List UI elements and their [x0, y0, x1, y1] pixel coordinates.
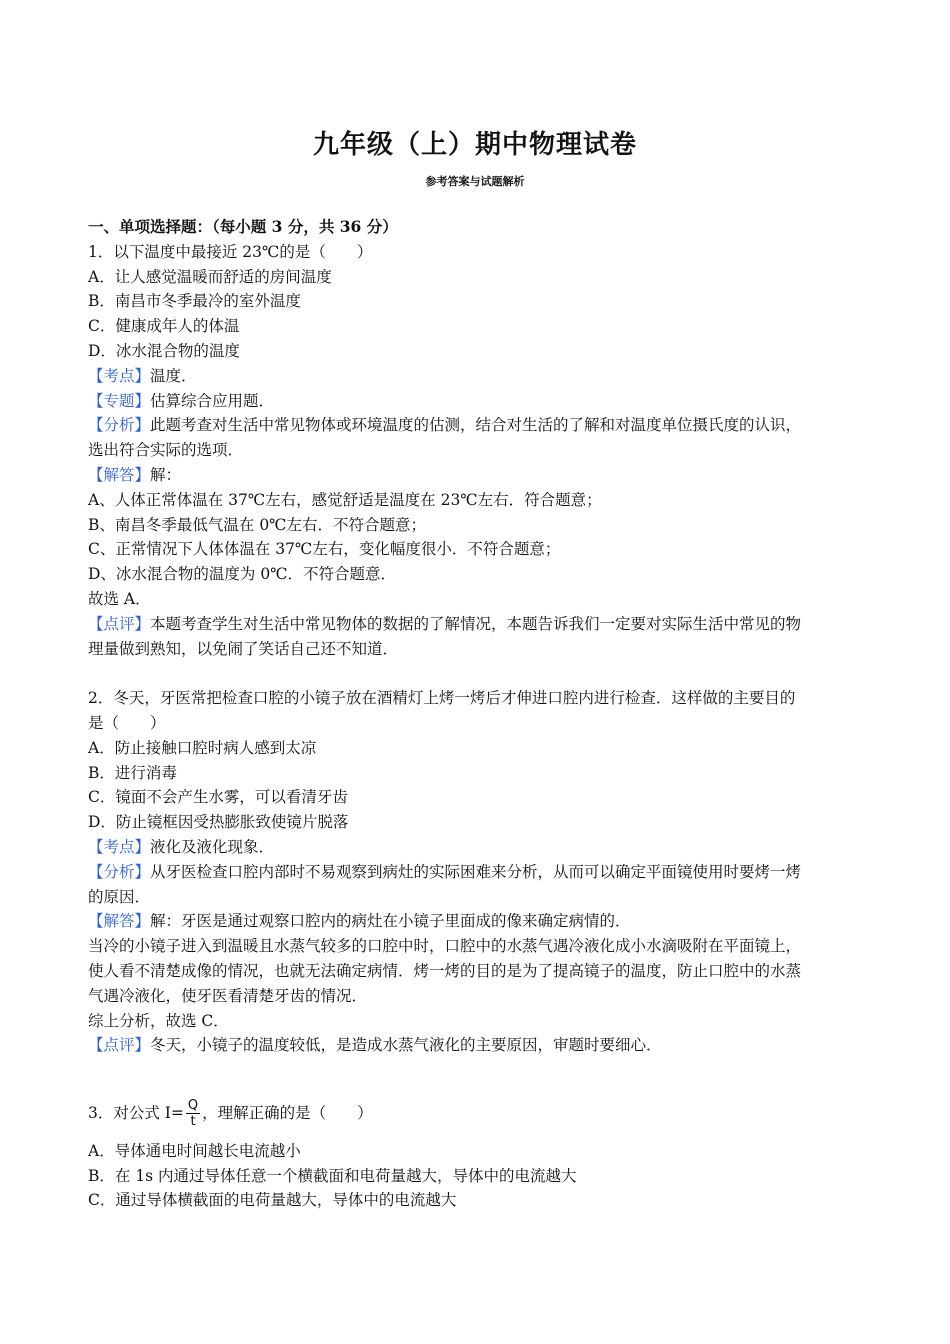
zhuanti-tag: 【专题】 [88, 391, 151, 410]
q1-fenxi [88, 413, 863, 438]
q3-option-a: A．导体通电时间越长电流越小 [88, 1141, 301, 1160]
q1-fenxi-cont: 选出符合实际的选项． [88, 441, 244, 460]
q2-explanation-1: 当冷的小镜子进入到温暖且水蒸气较多的口腔中时，口腔中的水蒸气遇冷液化成小水滴吸附在平面镜上， [88, 937, 802, 956]
kaodian-tag: 【考点】 [88, 366, 151, 385]
q2-stem: 2．冬天，牙医常把检查口腔的小镜子放在酒精灯上烤一烤后才伸进口腔内进行检查．这样做的主要目的 [88, 689, 796, 708]
fenxi-tag: 【分析】 [88, 416, 151, 435]
q1-option-d: D．冰水混合物的温度 [88, 341, 240, 360]
q1-option-c: C．健康成年人的体温 [88, 317, 240, 336]
dianping-tag: 【点评】 [88, 614, 151, 633]
q2-stem-cont: 是（ ） [88, 713, 166, 732]
q2-fenxi [88, 860, 863, 885]
q3-stem-prefix: 3．对公式 I= [88, 1104, 184, 1123]
q1-option-a: A．让人感觉温暖而舒适的房间温度 [88, 267, 332, 286]
formula-fraction [186, 1098, 200, 1129]
q1-dianping-text-1: 本题考查学生对生活中常见物体的数据的了解情况，本题告诉我们一定要对实际生活中常见的物 [150, 614, 802, 633]
q3-option-b: B．在 1s 内通过导体任意一个横截面和电荷量越大，导体中的电流越大 [88, 1166, 577, 1185]
q1-kaodian [88, 364, 863, 389]
q2-option-b: B．进行消毒 [88, 763, 177, 782]
spacer [88, 1058, 863, 1083]
q1-zhuanti [88, 389, 863, 414]
q2-option-c: C．镜面不会产生水雾，可以看清牙齿 [88, 788, 348, 807]
q1-dianping-cont: 理量做到熟知，以免闹了笑话自己还不知道． [88, 639, 399, 658]
q3-option-c: C．通过导体横截面的电荷量越大，导体中的电流越大 [88, 1191, 457, 1210]
jieda-tag: 【解答】 [88, 912, 151, 931]
jieda-tag: 【解答】 [88, 465, 151, 484]
q2-choice: 综上分析，故选 C． [88, 1011, 229, 1030]
fraction-denominator: t [190, 1114, 196, 1130]
spacer [88, 661, 863, 686]
fenxi-tag: 【分析】 [88, 862, 151, 881]
page-subtitle: 参考答案与试题解析 [425, 175, 525, 188]
section-heading: 一、单项选择题：（每小题 3 分，共 36 分） [88, 217, 398, 236]
q1-jieda-text: 解： [150, 465, 182, 484]
q1-zhuanti-text: 估算综合应用题． [150, 391, 275, 410]
q2-explanation-2: 使人看不清楚成像的情况，也就无法确定病情．烤一烤的目的是为了提高镜子的温度，防止口腔中的水蒸 [88, 961, 802, 980]
q2-dianping [88, 1033, 863, 1058]
q1-kaodian-text: 温度． [150, 366, 197, 385]
q2-explanation-3: 气遇冷液化，使牙医看清楚牙齿的情况． [88, 986, 368, 1005]
q1-fenxi-text-1: 此题考查对生活中常见物体或环境温度的估测，结合对生活的了解和对温度单位摄氏度的认识， [150, 416, 802, 435]
q2-option-d: D．防止镜框因受热膨胀致使镜片脱落 [88, 813, 349, 832]
q1-stem: 1．以下温度中最接近 23℃的是（ ） [88, 242, 373, 261]
page-title: 九年级（上）期中物理试卷 [312, 130, 637, 160]
q1-dianping [88, 612, 863, 637]
dianping-tag: 【点评】 [88, 1036, 151, 1055]
q3-stem-suffix: ，理解正确的是（ ） [202, 1104, 373, 1123]
q2-kaodian-text: 液化及液化现象． [150, 837, 275, 856]
q2-option-a: A．防止接触口腔时病人感到太凉 [88, 738, 317, 757]
fraction-numerator: Q [187, 1098, 199, 1114]
q2-fenxi-cont: 的原因． [88, 887, 151, 906]
q1-answer-d: D、冰水混合物的温度为 0℃．不符合题意． [88, 565, 397, 584]
q3-stem [88, 1089, 863, 1139]
q2-jieda-text: 解：牙医是通过观察口腔内的病灶在小镜子里面成的像来确定病情的． [150, 912, 631, 931]
document-body [88, 215, 863, 1213]
q1-answer-a: A、人体正常体温在 37℃左右，感觉舒适是温度在 23℃左右．符合题意； [88, 490, 602, 509]
q1-jieda [88, 463, 863, 488]
kaodian-tag: 【考点】 [88, 837, 151, 856]
q2-kaodian [88, 835, 863, 860]
q2-fenxi-text-1: 从牙医检查口腔内部时不易观察到病灶的实际困难来分析，从而可以确定平面镜使用时要烤一烤 [150, 862, 802, 881]
q1-answer-b: B、南昌冬季最低气温在 0℃左右．不符合题意； [88, 515, 427, 534]
q1-option-b: B．南昌市冬季最冷的室外温度 [88, 292, 301, 311]
q1-answer-c: C、正常情况下人体体温在 37℃左右，变化幅度很小．不符合题意； [88, 540, 561, 559]
q2-dianping-text: 冬天，小镜子的温度较低，是造成水蒸气液化的主要原因，审题时要细心． [150, 1036, 662, 1055]
q1-choice: 故选 A． [88, 589, 151, 608]
q2-jieda [88, 909, 863, 934]
